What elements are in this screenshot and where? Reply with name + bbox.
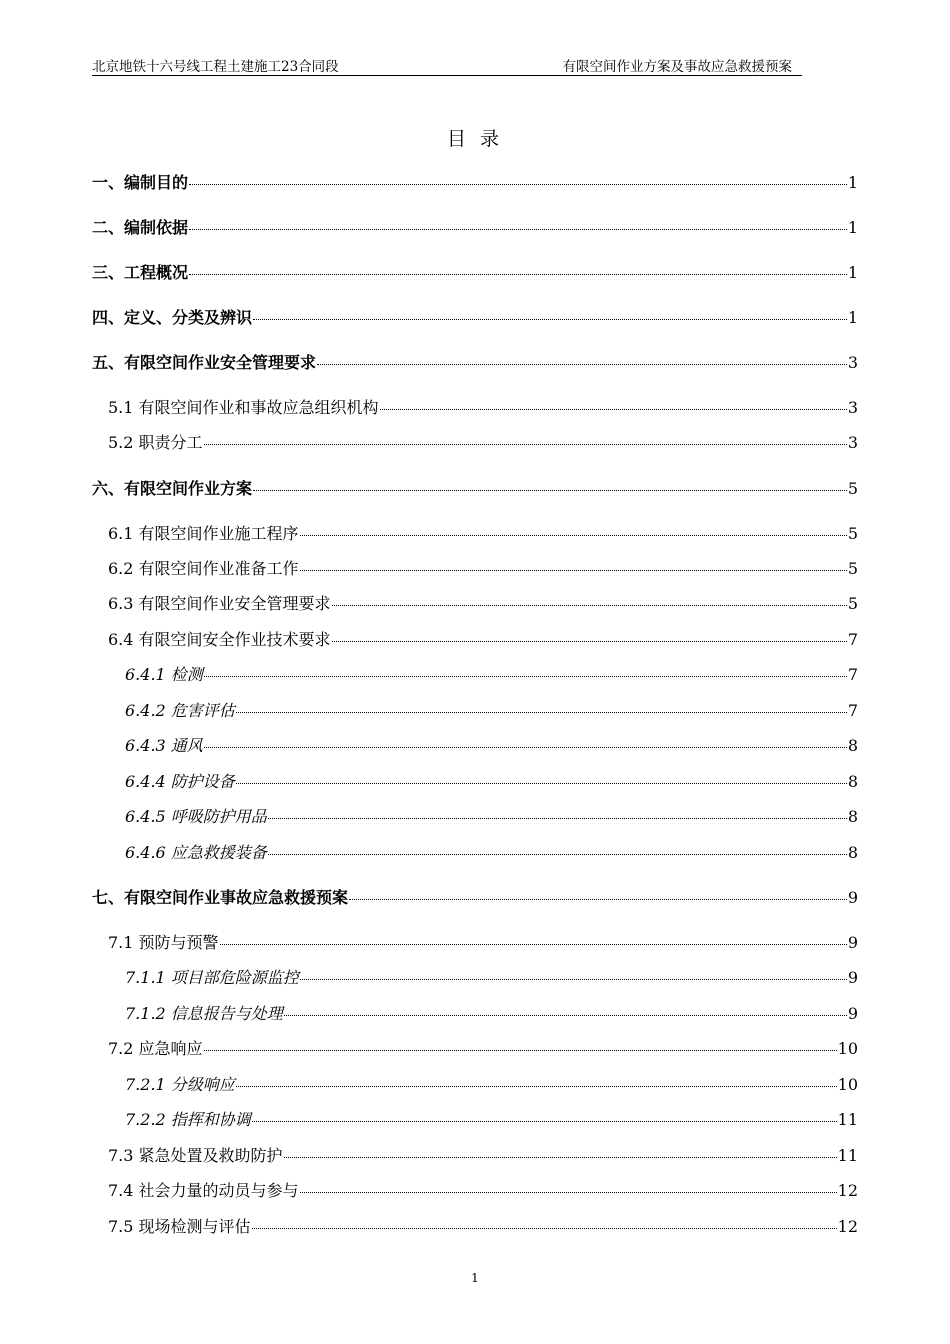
toc-entry[interactable] [92, 627, 858, 650]
toc-entry-label: 7.1 预防与预警 [108, 933, 219, 952]
toc-entry[interactable] [92, 1214, 858, 1237]
toc-entry-label: 6.4 有限空间安全作业技术要求 [108, 630, 331, 649]
toc-entry-label: 6.4.4 防护设备 [125, 772, 235, 791]
toc-dot-leader [204, 444, 847, 445]
toc-entry[interactable] [92, 662, 858, 685]
toc-entry-page: 5 [847, 594, 858, 613]
toc-entry[interactable] [92, 769, 858, 792]
toc-entry-label: 7.2 应急响应 [108, 1039, 203, 1058]
toc-dot-leader [268, 818, 847, 819]
toc-entry-label: 6.4.2 危害评估 [125, 701, 235, 720]
toc-entry-label: 五、有限空间作业安全管理要求 [92, 353, 317, 372]
toc-entry[interactable] [92, 804, 858, 827]
toc-entry[interactable] [92, 395, 858, 418]
toc-entry-page: 11 [837, 1146, 858, 1165]
toc-entry-page: 8 [847, 772, 858, 791]
toc-dot-leader [189, 184, 847, 185]
toc-entry-label: 6.1 有限空间作业施工程序 [108, 524, 299, 543]
toc-entry-label: 6.2 有限空间作业准备工作 [108, 559, 299, 578]
toc-dot-leader [252, 1121, 837, 1122]
toc-entry[interactable] [92, 591, 858, 614]
toc-entry[interactable] [92, 1036, 858, 1059]
toc-entry[interactable] [92, 215, 858, 238]
page-header [92, 55, 802, 76]
toc-entry[interactable] [92, 430, 858, 453]
toc-entry[interactable] [92, 521, 858, 544]
toc-dot-leader [332, 605, 847, 606]
toc-entry-page: 3 [847, 398, 858, 417]
toc-entry-page: 12 [837, 1217, 858, 1236]
toc-entry-page: 8 [847, 843, 858, 862]
header-project-name: 北京地铁十六号线工程土建施工23合同段 [92, 59, 339, 75]
toc-dot-leader [204, 1050, 837, 1051]
toc-dot-leader [349, 899, 847, 900]
toc-entry-page: 8 [847, 807, 858, 826]
toc-entry-page: 3 [847, 433, 858, 452]
toc-entry[interactable] [92, 1143, 858, 1166]
toc-entry-page: 5 [847, 479, 858, 498]
toc-entry-page: 7 [847, 630, 858, 649]
toc-entry-page: 12 [837, 1181, 858, 1200]
toc-dot-leader [317, 364, 847, 365]
toc-entry-label: 四、定义、分类及辨识 [92, 308, 253, 327]
toc-entry[interactable] [92, 930, 858, 953]
toc-entry-page: 7 [847, 665, 858, 684]
toc-entry-page: 7 [847, 701, 858, 720]
toc-entry[interactable] [92, 698, 858, 721]
toc-entry-label: 5.2 职责分工 [108, 433, 203, 452]
toc-entry-page: 1 [847, 218, 858, 237]
toc-entry[interactable] [92, 476, 858, 499]
toc-dot-leader [220, 944, 847, 945]
toc-entry[interactable] [92, 170, 858, 193]
toc-dot-leader [189, 229, 847, 230]
header-document-title: 有限空间作业方案及事故应急救援预案 [562, 59, 792, 75]
toc-entry[interactable] [92, 885, 858, 908]
toc-entry[interactable] [92, 965, 858, 988]
toc-entry[interactable] [92, 1072, 858, 1095]
toc-entry-label: 6.4.3 通风 [125, 736, 203, 755]
toc-dot-leader [236, 1086, 837, 1087]
toc-dot-leader [332, 641, 847, 642]
toc-entry-label: 6.4.6 应急救援装备 [125, 843, 267, 862]
toc-entry-page: 1 [847, 173, 858, 192]
toc-entry-label: 二、编制依据 [92, 218, 189, 237]
toc-entry-label: 6.4.1 检测 [125, 665, 203, 684]
toc-entry-page: 1 [847, 263, 858, 282]
toc-entry-label: 7.5 现场检测与评估 [108, 1217, 251, 1236]
toc-entry-page: 1 [847, 308, 858, 327]
toc-dot-leader [189, 274, 847, 275]
toc-entry[interactable] [92, 260, 858, 283]
toc-dot-leader [284, 1157, 837, 1158]
toc-title: 目 录 [446, 128, 504, 150]
toc-entry-label: 7.2.2 指挥和协调 [125, 1110, 251, 1129]
toc-dot-leader [380, 409, 847, 410]
toc-dot-leader [236, 712, 847, 713]
toc-entry-label: 一、编制目的 [92, 173, 189, 192]
toc-entry[interactable] [92, 1001, 858, 1024]
toc-entry-page: 8 [847, 736, 858, 755]
toc-entry-page: 9 [847, 968, 858, 987]
toc-entry[interactable] [92, 556, 858, 579]
toc-dot-leader [300, 535, 847, 536]
toc-entry[interactable] [92, 840, 858, 863]
toc-dot-leader [253, 490, 847, 491]
toc-entry-page: 10 [837, 1039, 858, 1058]
toc-entry[interactable] [92, 1178, 858, 1201]
toc-entry-label: 7.3 紧急处置及救助防护 [108, 1146, 283, 1165]
toc-entry-label: 6.3 有限空间作业安全管理要求 [108, 594, 331, 613]
toc-dot-leader [284, 1015, 847, 1016]
toc-entry-page: 5 [847, 524, 858, 543]
toc-entry-page: 9 [847, 933, 858, 952]
toc-entry-page: 11 [837, 1110, 858, 1129]
toc-entry-label: 7.4 社会力量的动员与参与 [108, 1181, 299, 1200]
toc-entry[interactable] [92, 733, 858, 756]
toc-entry-label: 7.1.2 信息报告与处理 [125, 1004, 283, 1023]
toc-entry[interactable] [92, 305, 858, 328]
toc-dot-leader [268, 854, 847, 855]
toc-entry[interactable] [92, 350, 858, 373]
page-number: 1 [471, 1271, 479, 1285]
toc-entry-label: 三、工程概况 [92, 263, 189, 282]
toc-dot-leader [300, 570, 847, 571]
toc-entry-label: 5.1 有限空间作业和事故应急组织机构 [108, 398, 379, 417]
toc-entry-page: 5 [847, 559, 858, 578]
toc-entry[interactable] [92, 1107, 858, 1130]
toc-entry-page: 9 [847, 1004, 858, 1023]
toc-entry-page: 9 [847, 888, 858, 907]
toc-dot-leader [204, 747, 847, 748]
toc-dot-leader [253, 319, 847, 320]
toc-entry-label: 6.4.5 呼吸防护用品 [125, 807, 267, 826]
toc-entry-label: 六、有限空间作业方案 [92, 479, 253, 498]
toc-entry-label: 七、有限空间作业事故应急救援预案 [92, 888, 349, 907]
toc-entry-label: 7.2.1 分级响应 [125, 1075, 235, 1094]
toc-entry-page: 3 [847, 353, 858, 372]
toc-dot-leader [236, 783, 847, 784]
toc-entry-page: 10 [837, 1075, 858, 1094]
toc-dot-leader [300, 1192, 837, 1193]
toc-dot-leader [300, 979, 847, 980]
toc-dot-leader [204, 676, 847, 677]
toc-dot-leader [252, 1228, 837, 1229]
toc-entry-label: 7.1.1 项目部危险源监控 [125, 968, 299, 987]
